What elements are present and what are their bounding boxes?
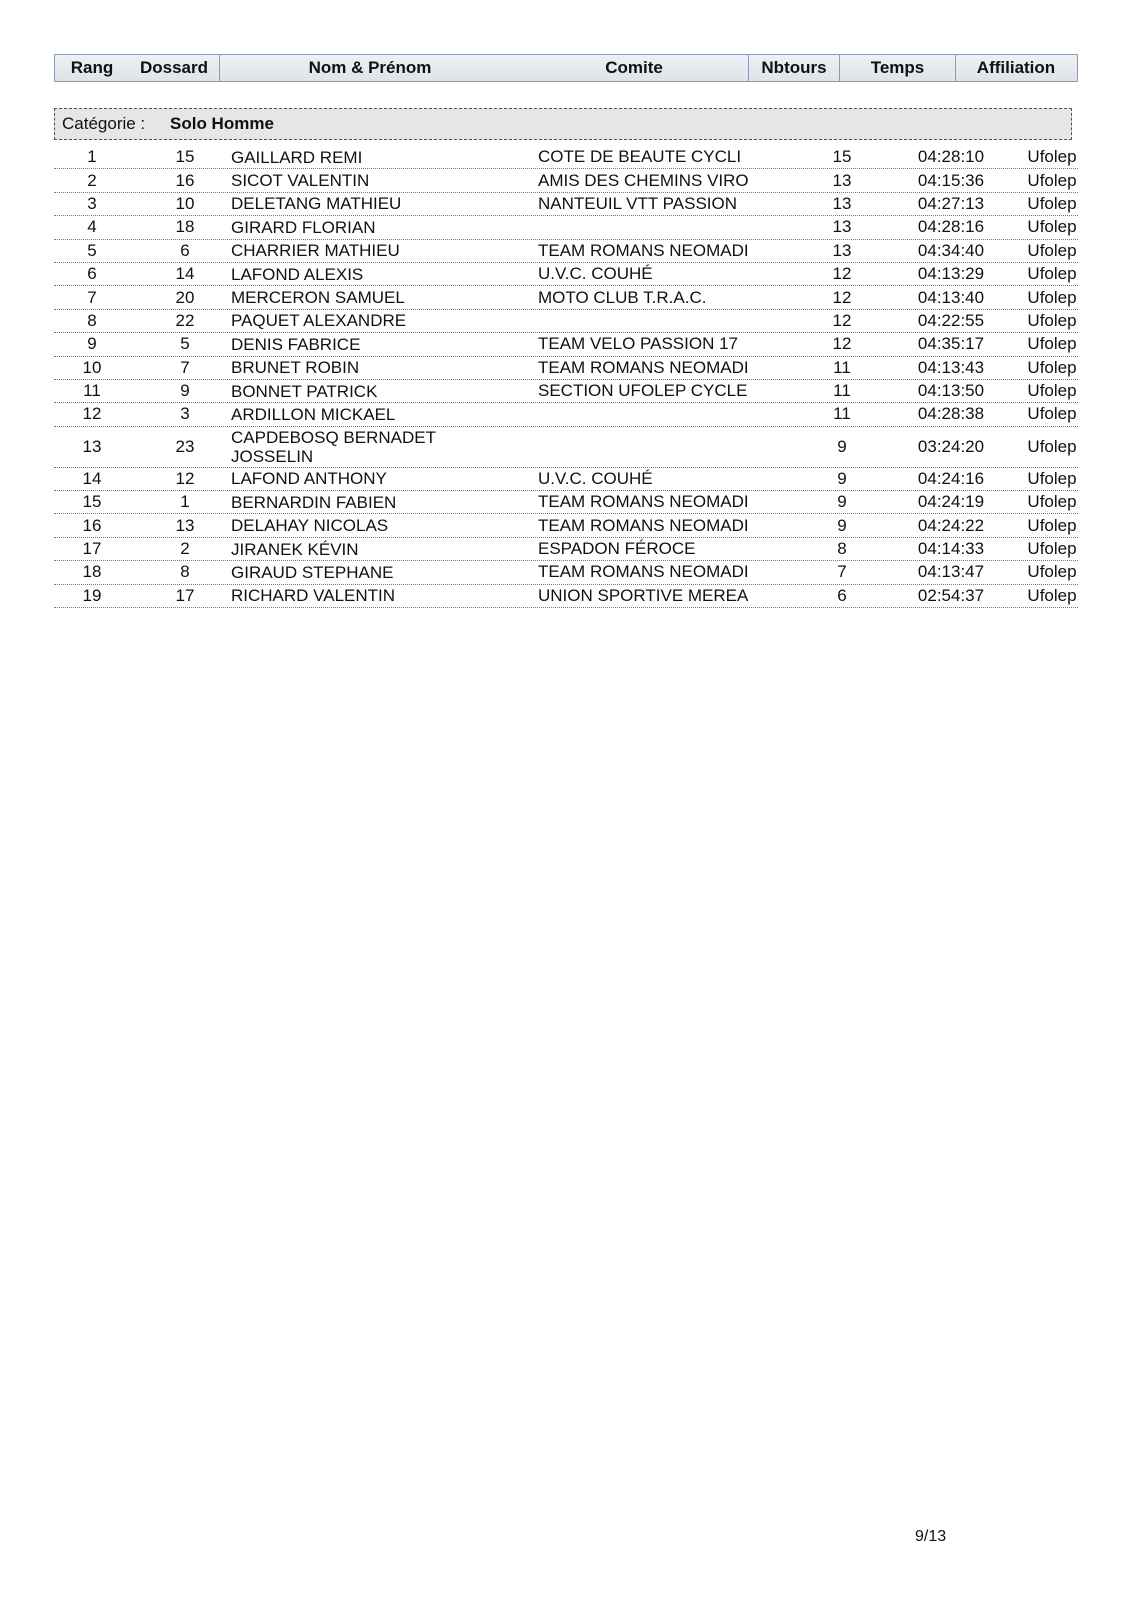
cell-comite: TEAM ROMANS NEOMADI — [538, 357, 749, 377]
table-row — [54, 380, 1078, 403]
cell-nbtours: 9 — [837, 515, 847, 535]
cell-nom: BRUNET ROBIN — [231, 358, 360, 378]
cell-comite: COTE DE BEAUTE CYCLI — [538, 147, 742, 167]
category-label: Catégorie : — [62, 114, 146, 133]
cell-comite: U.V.C. COUHÉ — [538, 468, 653, 488]
cell-affiliation: Ufolep — [1027, 515, 1077, 535]
cell-temps: 04:35:17 — [917, 334, 985, 354]
cell-nom: RICHARD VALENTIN — [231, 586, 396, 606]
cell-comite: TEAM VELO PASSION 17 — [538, 334, 738, 354]
cell-comite: NANTEUIL VTT PASSION — [538, 193, 738, 213]
table-row — [54, 240, 1078, 263]
cell-affiliation: Ufolep — [1027, 170, 1077, 190]
cell-nom: ARDILLON MICKAEL — [231, 404, 396, 424]
cell-nom: DELETANG MATHIEU — [231, 194, 402, 214]
cell-nbtours: 15 — [832, 147, 852, 167]
cell-temps: 04:14:33 — [917, 539, 985, 559]
cell-rang: 1 — [87, 147, 97, 167]
cell-affiliation: Ufolep — [1027, 147, 1077, 167]
table-row — [54, 263, 1078, 286]
cell-nbtours: 12 — [832, 334, 852, 354]
cell-dossard: 23 — [175, 436, 195, 456]
cell-dossard: 16 — [175, 170, 195, 190]
table-row — [54, 427, 1078, 468]
cell-nbtours: 12 — [832, 310, 852, 330]
cell-nom: BONNET PATRICK — [231, 381, 378, 401]
cell-nbtours: 6 — [837, 585, 847, 605]
cell-temps: 04:28:10 — [917, 147, 985, 167]
table-row — [54, 333, 1078, 356]
cell-nom: DENIS FABRICE — [231, 334, 361, 354]
cell-rang: 7 — [87, 287, 97, 307]
cell-comite: AMIS DES CHEMINS VIRO — [538, 170, 749, 190]
cell-affiliation: Ufolep — [1027, 562, 1077, 582]
cell-rang: 9 — [87, 334, 97, 354]
cell-nbtours: 13 — [832, 193, 852, 213]
table-row — [54, 146, 1078, 169]
cell-temps: 04:24:19 — [917, 492, 985, 512]
table-row — [54, 468, 1078, 491]
cell-nom: LAFOND ALEXIS — [231, 264, 364, 284]
cell-nom: CAPDEBOSQ BERNADET JOSSELIN — [231, 427, 436, 466]
cell-temps: 04:27:13 — [917, 193, 985, 213]
cell-nbtours: 13 — [832, 240, 852, 260]
cell-rang: 10 — [82, 357, 102, 377]
cell-temps: 04:13:29 — [917, 264, 985, 284]
header-temps: Temps — [870, 58, 925, 77]
cell-nbtours: 7 — [837, 562, 847, 582]
cell-dossard: 10 — [175, 193, 195, 213]
cell-dossard: 1 — [180, 492, 190, 512]
cell-temps: 04:13:50 — [917, 381, 985, 401]
category-bar — [54, 108, 1072, 140]
header-dossard: Dossard — [139, 58, 209, 77]
cell-temps: 04:13:47 — [917, 562, 985, 582]
cell-comite: TEAM ROMANS NEOMADI — [538, 492, 749, 512]
cell-nbtours: 9 — [837, 468, 847, 488]
cell-affiliation: Ufolep — [1027, 539, 1077, 559]
cell-rang: 19 — [82, 585, 102, 605]
table-row — [54, 310, 1078, 333]
cell-dossard: 7 — [180, 357, 190, 377]
cell-rang: 2 — [87, 170, 97, 190]
cell-comite: UNION SPORTIVE MEREA — [538, 585, 749, 605]
cell-nom: BERNARDIN FABIEN — [231, 492, 397, 512]
cell-rang: 16 — [82, 515, 102, 535]
cell-comite — [538, 403, 778, 425]
cell-affiliation: Ufolep — [1027, 264, 1077, 284]
cell-comite: TEAM ROMANS NEOMADI — [538, 562, 749, 582]
cell-temps: 03:24:20 — [917, 436, 985, 456]
cell-affiliation: Ufolep — [1027, 492, 1077, 512]
cell-affiliation: Ufolep — [1027, 240, 1077, 260]
cell-nom: GIRAUD STEPHANE — [231, 562, 394, 582]
table-row — [54, 561, 1078, 584]
cell-temps: 04:34:40 — [917, 240, 985, 260]
cell-dossard: 20 — [175, 287, 195, 307]
cell-affiliation: Ufolep — [1027, 436, 1077, 456]
cell-temps: 04:24:22 — [917, 515, 985, 535]
cell-dossard: 9 — [180, 381, 190, 401]
cell-dossard: 18 — [175, 217, 195, 237]
cell-rang: 17 — [82, 539, 102, 559]
cell-temps: 04:15:36 — [917, 170, 985, 190]
cell-nbtours: 13 — [832, 170, 852, 190]
header-nom: Nom & Prénom — [308, 58, 432, 77]
cell-rang: 15 — [82, 492, 102, 512]
cell-temps: 04:28:38 — [917, 404, 985, 424]
page-number: 9/13 — [915, 1528, 947, 1545]
cell-nom: GAILLARD REMI — [231, 147, 363, 167]
table-row — [54, 193, 1078, 216]
cell-temps: 04:13:43 — [917, 357, 985, 377]
table-row — [54, 514, 1078, 537]
category-value: Solo Homme — [170, 114, 274, 133]
cell-nom: LAFOND ANTHONY — [231, 469, 387, 489]
cell-affiliation: Ufolep — [1027, 217, 1077, 237]
table-row — [54, 585, 1078, 608]
header-affiliation: Affiliation — [976, 58, 1056, 77]
cell-affiliation: Ufolep — [1027, 310, 1077, 330]
cell-nbtours: 12 — [832, 287, 852, 307]
header-nbtours: Nbtours — [761, 58, 827, 77]
cell-comite — [538, 216, 778, 238]
cell-affiliation: Ufolep — [1027, 193, 1077, 213]
cell-rang: 3 — [87, 193, 97, 213]
cell-affiliation: Ufolep — [1027, 585, 1077, 605]
cell-rang: 8 — [87, 310, 97, 330]
cell-rang: 6 — [87, 264, 97, 284]
cell-temps: 02:54:37 — [917, 585, 985, 605]
table-row — [54, 403, 1078, 426]
cell-comite: ESPADON FÉROCE — [538, 539, 696, 559]
cell-rang: 5 — [87, 240, 97, 260]
cell-temps: 04:22:55 — [917, 310, 985, 330]
cell-dossard: 14 — [175, 264, 195, 284]
cell-rang: 11 — [83, 381, 101, 401]
cell-temps: 04:24:16 — [917, 468, 985, 488]
cell-comite: U.V.C. COUHÉ — [538, 264, 653, 284]
cell-nom: CHARRIER MATHIEU — [231, 241, 400, 261]
cell-rang: 4 — [87, 217, 97, 237]
cell-dossard: 5 — [180, 334, 190, 354]
cell-comite: TEAM ROMANS NEOMADI — [538, 240, 749, 260]
cell-affiliation: Ufolep — [1027, 287, 1077, 307]
cell-nbtours: 9 — [837, 492, 847, 512]
cell-affiliation: Ufolep — [1027, 357, 1077, 377]
cell-affiliation: Ufolep — [1027, 381, 1077, 401]
cell-dossard: 3 — [180, 404, 190, 424]
cell-nom: DELAHAY NICOLAS — [231, 516, 389, 536]
cell-nom: GIRARD FLORIAN — [231, 217, 376, 237]
cell-dossard: 6 — [180, 240, 190, 260]
cell-rang: 13 — [82, 436, 102, 456]
table-row — [54, 538, 1078, 561]
header-comite: Comite — [605, 58, 663, 77]
cell-dossard: 22 — [175, 310, 195, 330]
cell-rang: 12 — [82, 404, 102, 424]
table-row — [54, 286, 1078, 309]
cell-nom: MERCERON SAMUEL — [231, 288, 405, 308]
cell-rang: 14 — [82, 468, 102, 488]
cell-affiliation: Ufolep — [1027, 334, 1077, 354]
cell-dossard: 8 — [180, 562, 190, 582]
cell-dossard: 17 — [175, 585, 195, 605]
cell-nbtours: 11 — [833, 404, 851, 424]
cell-temps: 04:13:40 — [917, 287, 985, 307]
cell-comite: SECTION UFOLEP CYCLE — [538, 381, 748, 401]
cell-affiliation: Ufolep — [1027, 468, 1077, 488]
cell-dossard: 2 — [180, 539, 190, 559]
table-row — [54, 357, 1078, 380]
cell-dossard: 13 — [175, 515, 195, 535]
cell-nom: JIRANEK KÉVIN — [231, 539, 359, 559]
cell-dossard: 12 — [175, 468, 195, 488]
table-row — [54, 169, 1078, 192]
cell-nbtours: 8 — [837, 539, 847, 559]
cell-nbtours: 13 — [832, 217, 852, 237]
results-table — [54, 146, 1078, 608]
cell-rang: 18 — [82, 562, 102, 582]
header-rang: Rang — [70, 58, 114, 77]
cell-affiliation: Ufolep — [1027, 404, 1077, 424]
cell-temps: 04:28:16 — [917, 217, 985, 237]
cell-comite — [538, 310, 778, 332]
table-row — [54, 216, 1078, 239]
column-header-bar — [54, 54, 1078, 82]
cell-nbtours: 12 — [832, 264, 852, 284]
cell-nbtours: 11 — [833, 357, 851, 377]
cell-dossard: 15 — [175, 147, 195, 167]
cell-nbtours: 11 — [833, 381, 851, 401]
cell-comite: TEAM ROMANS NEOMADI — [538, 515, 749, 535]
cell-comite — [538, 427, 778, 467]
table-row — [54, 491, 1078, 514]
cell-nbtours: 9 — [837, 436, 847, 456]
cell-comite: MOTO CLUB T.R.A.C. — [538, 287, 707, 307]
cell-nom: SICOT VALENTIN — [231, 171, 370, 191]
cell-nom: PAQUET ALEXANDRE — [231, 311, 407, 331]
